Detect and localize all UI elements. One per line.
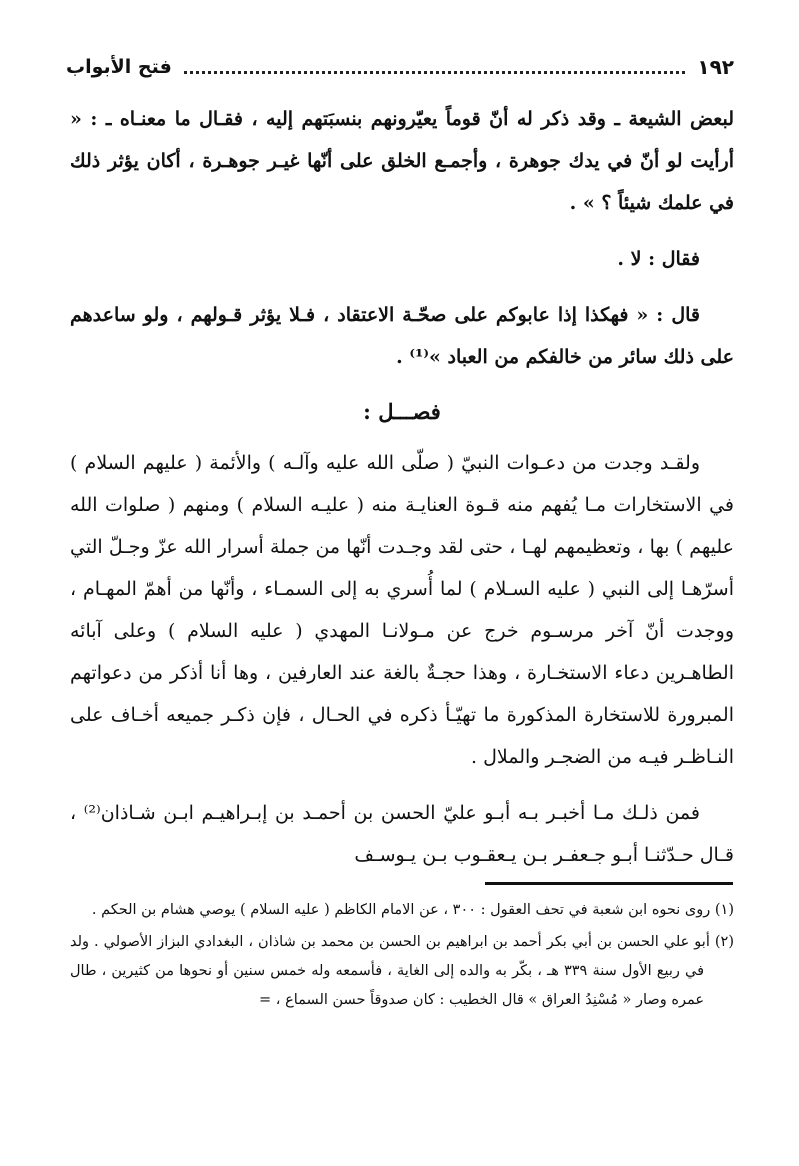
page-number: ١٩٢ xyxy=(697,55,734,79)
running-header xyxy=(66,52,734,82)
paragraph-reply: فقال : لا . xyxy=(617,248,700,270)
book-title: فتح الأبواب xyxy=(66,56,172,78)
footnote-2: (٢) أبو علي الحسن بن أبي بكر أحمد بن ابراهيم بن الحسن بن محمد بن شاذان ، البغدادي البزاز الأصولي . ولد في ربيع الأول سنة ٣٣٩ هـ ، بكّر به والده إلى الغاية ، فأسمعه وله خمس سنين أو نحوها من كثيرين ، طال عمره وصار « مُسْنِدُ العراق » قال الخطيب : كان صدوقاً حسن السماع ، = xyxy=(70,934,734,1008)
footnote-separator xyxy=(485,882,733,885)
paragraph-quote-2: قال : « فهكذا إذا عابوكم على صحّـة الاعتقاد ، فـلا يؤثر قـولهم ، ولو ساعدهم على ذلك سائر من خالفكم من العباد »⁽¹⁾ . xyxy=(70,304,734,368)
leader-dots xyxy=(184,69,686,74)
paragraph-narration: فمن ذلـك مـا أخبـر بـه أبـو عليّ الحسن بن أحمـد بن إبـراهيـم ابـن شـاذان⁽²⁾ ، قـال حـدّثنـا أبـو جـعفـر بـن يـعقـوب بـن يـوسـف xyxy=(70,802,734,866)
main-text xyxy=(70,98,734,890)
section-heading: فصـــل : xyxy=(363,399,441,424)
paragraph-quote-1: لبعض الشيعة ـ وقد ذكر له أنّ قوماً يعيّرونهم بنسبَتهم إليه ، فقـال ما معنـاه ـ : « أرأيت لو أنّ في يدك جوهرة ، وأجمـع الخلق على أنّها غيـر جوهـرة ، أكان يؤثر ذلك في علمك شيئاً ؟ » . xyxy=(70,108,734,214)
footnote-1: (١) روى نحوه ابن شعبة في تحف العقول : ٣٠٠ ، عن الامام الكاظم ( عليه السلام ) يوصي هشام بن الحكم . xyxy=(91,902,734,918)
paragraph-istikhara: ولقـد وجدت من دعـوات النبيّ ( صلّى الله عليه وآلـه ) والأئمة ( عليهم السلام ) في الاستخارات مـا يُفهم منه قـوة العنايـة منه ( عليـه السلام ) ومنهم ( صلوات الله عليهم ) بها ، وتعظيمهم لهـا ، حتى لقد وجـدت أنّها من جملة أسرار الله عزّ وجـلّ التي أسرّهـا إلى النبي ( عليه السـلام ) لما أُسري به إلى السمـاء ، وأنّها من أهمّ المهـام ، ووجدت أنّ آخر مرسـوم خرج عن مـولانـا المهدي ( عليه السلام ) وعلى آبائه الطاهـرين دعاء الاستخـارة ، وهذا حجـةٌ بالغة عند العارفين ، وها أنا أذكر من دعواتهم المبرورة للاستخارة المذكورة ما تهيّـأ ذكره في الحـال ، فإن ذكـر جميعه أخـاف على النـاظـر فيـه من الضجـر والملال . xyxy=(70,452,734,768)
footnotes xyxy=(70,896,734,1018)
